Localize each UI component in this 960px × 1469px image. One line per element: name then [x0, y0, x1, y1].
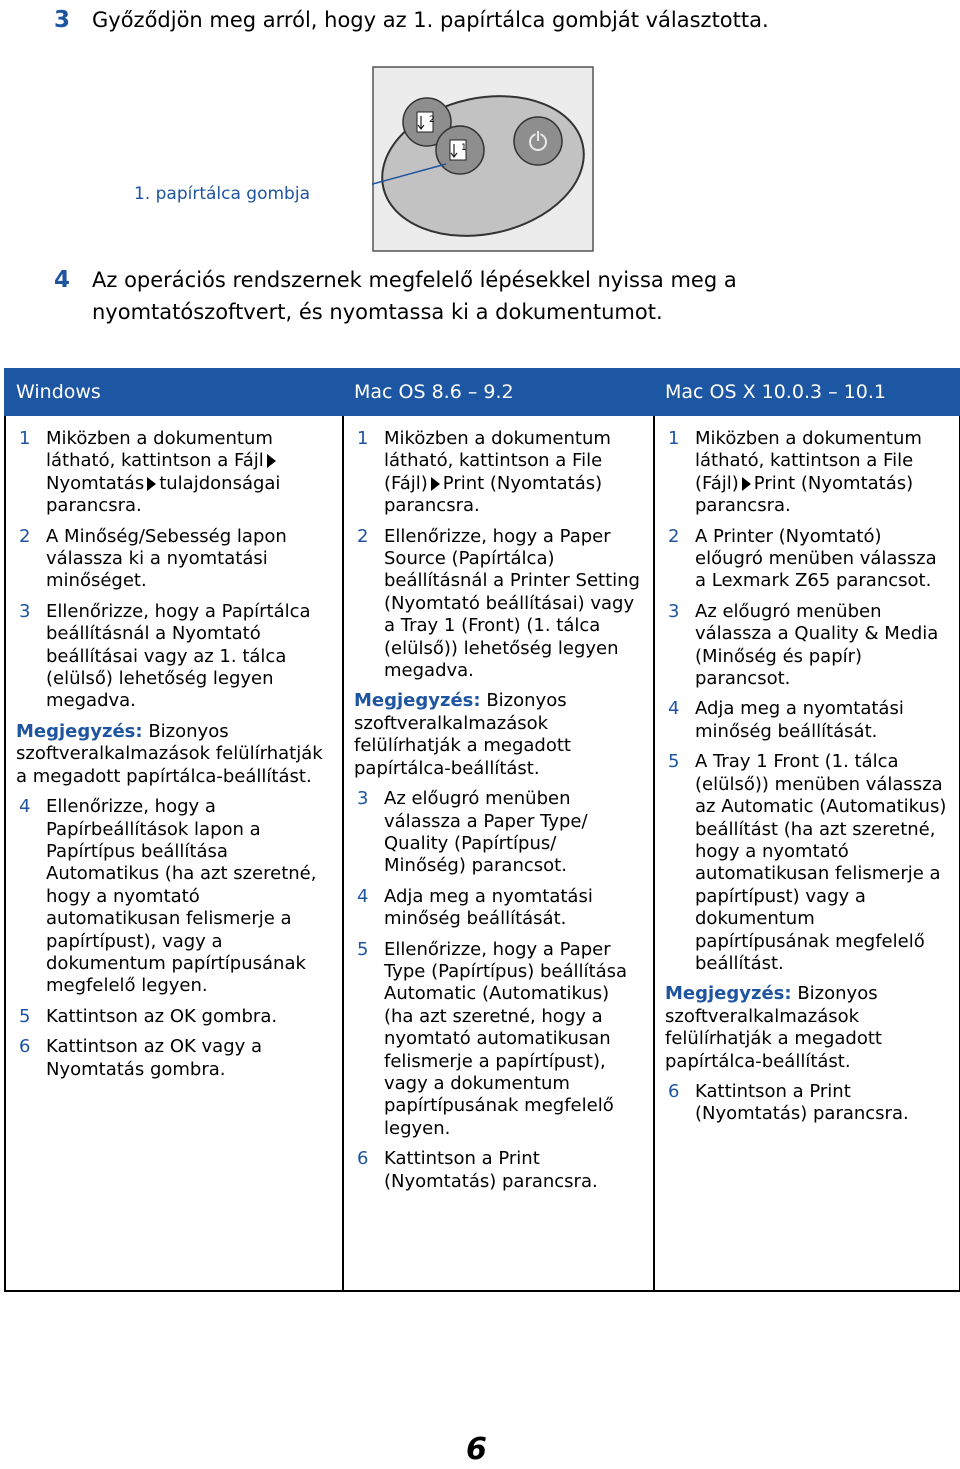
arrow-right-icon	[431, 477, 440, 491]
list-item: 1 Miközben a dokumentum látható, kattintson a File (Fájl) Print (Nyomtatás) parancsra.	[357, 428, 611, 517]
windows-column	[5, 415, 343, 1291]
list-item: 3 Az előugró menüben válassza a Paper Type/ Quality (Papírtípus/ Minőség) parancsot.	[357, 788, 588, 877]
mac-os-9-column	[343, 415, 654, 1291]
tray-1-button-callout: 1. papírtálca gombja	[134, 184, 310, 204]
svg-text:1: 1	[461, 143, 467, 153]
list-item: 6 Kattintson az OK vagy a Nyomtatás gombra.	[19, 1036, 263, 1080]
step-text: Győződjön meg arról, hogy az 1. papírtálca gombját választotta.	[92, 8, 769, 32]
step-number: 3	[54, 7, 71, 33]
list-item: 6 Kattintson a Print (Nyomtatás) parancsra.	[357, 1148, 598, 1192]
list-item: 4 Adja meg a nyomtatási minőség beállítását.	[357, 885, 593, 930]
list-item: 3 Az előugró menüben válassza a Quality & Media (Minőség és papír) parancsot.	[668, 600, 939, 690]
list-item: 5 Kattintson az OK gombra.	[19, 1005, 278, 1027]
os-instructions-table	[4, 368, 960, 1292]
list-item: 2 A Printer (Nyomtató) előugró menüben válassza a Lexmark Z65 parancsot.	[668, 525, 937, 592]
list-item: 6 Kattintson a Print (Nyomtatás) parancsra.	[668, 1080, 909, 1125]
list-item: 2 A Minőség/Sebesség lapon válassza ki a nyomtatási minőséget.	[19, 525, 287, 592]
list-item: 5 Ellenőrizze, hogy a Paper Type (Papírtípus) beállítása Automatic (Automatikus) (ha azt szeretné, hogy a nyomtató automatikusan felismerje a papírtípust), vagy a dokumentum papírtípusának megfelelő legyen.	[357, 938, 628, 1139]
list-item: 4 Ellenőrizze, hogy a Papírbeállítások lapon a Papírtípus beállítása Automatikus (ha azt szeretné, hogy a nyomtató automatikusan felismerje a papírtípust), vagy a dokumentum papírtípusának megfelelő legyen.	[19, 796, 317, 997]
page-number: 6	[466, 1432, 487, 1467]
note: Megjegyzés: Bizonyos szoftveralkalmazások felülírhatják a megadott papírtálca-beállítást.	[665, 983, 882, 1072]
step-text: Az operációs rendszernek megfelelő lépésekkel nyissa meg a nyomtatószoftvert, és nyomtassa ki a dokumentumot.	[92, 268, 737, 324]
note: Megjegyzés: Bizonyos szoftveralkalmazások felülírhatják a megadott papírtálca-beállítást.	[354, 690, 571, 779]
power-button	[514, 117, 562, 165]
note: Megjegyzés: Bizonyos szoftveralkalmazások felülírhatják a megadott papírtálca-beállítást.	[16, 720, 323, 787]
list-item: 4 Adja meg a nyomtatási minőség beállítását.	[668, 698, 904, 742]
arrow-right-icon	[267, 454, 276, 468]
printer-control-panel-figure	[372, 66, 594, 252]
header-windows: Windows	[5, 369, 343, 415]
table-row	[5, 415, 960, 1291]
list-item: 1 Miközben a dokumentum látható, kattintson a File (Fájl) Print (Nyomtatás) parancsra.	[668, 428, 922, 517]
arrow-right-icon	[742, 477, 751, 491]
step-number: 4	[54, 267, 71, 293]
step-4	[0, 264, 940, 330]
list-item: 5 A Tray 1 Front (1. tálca (elülső)) menüben válassza az Automatic (Automatikus) beállítást (ha azt szeretné, hogy a nyomtató automatikusan felismerje a papírtípust) vagy a dokumentum papírtípusának megfelelő beállítást.	[668, 751, 947, 974]
list-item: 1 Miközben a dokumentum látható, kattintson a Fájl Nyomtatás tulajdonságai parancsra.	[19, 428, 281, 517]
paper-tray-1-button	[436, 126, 484, 174]
list-item: 3 Ellenőrizze, hogy a Papírtálca beállításnál a Nyomtató beállításai vagy az 1. tálca (elülső) lehetőség legyen megadva.	[19, 600, 311, 712]
list-item: 2 Ellenőrizze, hogy a Paper Source (Papírtálca) beállításnál a Printer Setting (Nyomtató beállításai) vagy a Tray 1 (Front) (1. tálca (elülső)) lehetőség legyen megadva.	[357, 525, 640, 682]
header-mac-os-x: Mac OS X 10.0.3 – 10.1	[654, 369, 960, 415]
table-header-row	[5, 369, 960, 415]
arrow-right-icon	[147, 477, 156, 491]
mac-os-x-column	[654, 415, 960, 1291]
svg-text:2: 2	[429, 115, 435, 125]
header-mac-os-9: Mac OS 8.6 – 9.2	[343, 369, 654, 415]
